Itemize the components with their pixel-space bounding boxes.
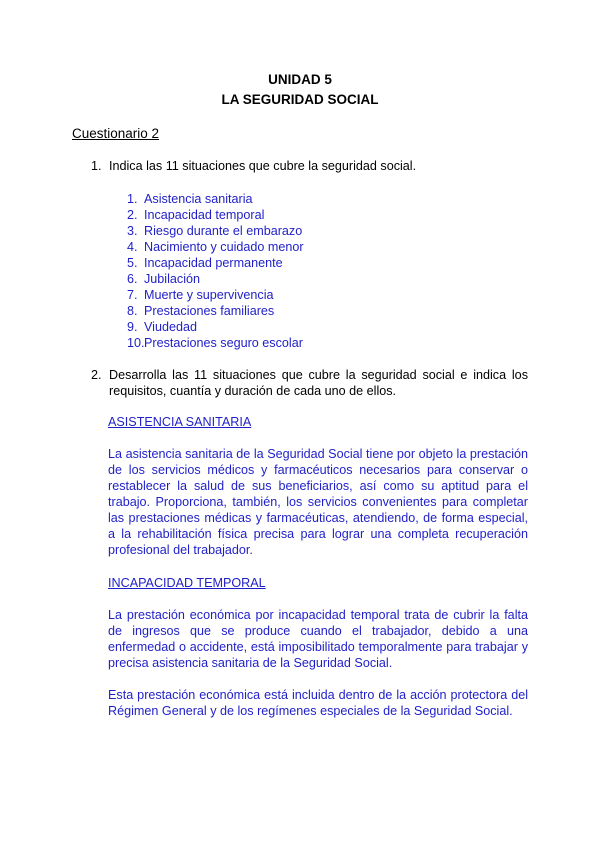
question-1-text: Indica las 11 situaciones que cubre la seguridad social. xyxy=(109,159,417,173)
list-item-label: Asistencia sanitaria xyxy=(144,192,253,206)
unit-subject: LA SEGURIDAD SOCIAL xyxy=(221,92,379,107)
question-1-number: 1. xyxy=(91,159,102,173)
list-item xyxy=(127,319,304,335)
section-heading-asistencia: ASISTENCIA SANITARIA xyxy=(108,415,252,429)
list-item-number: 3. xyxy=(127,224,138,238)
list-item-label: Jubilación xyxy=(144,272,201,286)
unit-title: UNIDAD 5 xyxy=(268,72,332,87)
list-item-label: Incapacidad temporal xyxy=(144,208,265,222)
question-2-text: Desarrolla las 11 situaciones que cubre la seguridad social e indica los requisitos, cuantía y duración de cada uno de ellos. xyxy=(109,368,528,398)
list-item-number: 1. xyxy=(127,192,138,206)
list-item-label: Muerte y supervivencia xyxy=(144,288,274,302)
list-item xyxy=(127,207,304,223)
list-item-label: Prestaciones familiares xyxy=(144,304,275,318)
list-item-label: Nacimiento y cuidado menor xyxy=(144,240,304,254)
list-item-label: Incapacidad permanente xyxy=(144,256,283,270)
list-item-number: 10. xyxy=(127,336,145,350)
list-item xyxy=(127,255,304,271)
list-item-label: Riesgo durante el embarazo xyxy=(144,224,303,238)
list-item-number: 5. xyxy=(127,256,138,270)
paragraph-asistencia: La asistencia sanitaria de la Seguridad Social tiene por objeto la prestación de los servicios médicos y farmacéuticos necesarios para conservar o restablecer la salud de sus beneficiarios, así como su aptitud para el trabajo. Proporciona, también, los servicios convenientes para completar las prestaciones médicas y farmacéuticas, atendiendo, de forma especial, a la rehabilitación física precisa para lograr una completa recuperación profesional del trabajador. xyxy=(108,447,528,557)
question-2 xyxy=(91,367,528,399)
list-item-number: 6. xyxy=(127,272,138,286)
list-item-number: 4. xyxy=(127,240,138,254)
list-item xyxy=(127,287,304,303)
list-item-label: Prestaciones seguro escolar xyxy=(144,336,303,350)
list-item-number: 2. xyxy=(127,208,138,222)
list-item xyxy=(127,223,304,239)
situations-list xyxy=(127,191,304,351)
list-item xyxy=(127,271,304,287)
paragraph-incapacidad-2: Esta prestación económica está incluida dentro de la acción protectora del Régimen General y de los regímenes especiales de la Seguridad Social. xyxy=(108,688,528,718)
questionnaire-heading: Cuestionario 2 xyxy=(72,126,160,141)
list-item xyxy=(127,191,304,207)
list-item-number: 9. xyxy=(127,320,138,334)
question-2-number: 2. xyxy=(91,368,102,382)
paragraph-incapacidad-1: La prestación económica por incapacidad temporal trata de cubrir la falta de ingresos que se produce cuando el trabajador, debido a una enfermedad o accidente, está imposibilitado temporalmente para trabajar y precisa asistencia sanitaria de la Seguridad Social. xyxy=(108,608,528,670)
list-item xyxy=(127,303,304,319)
section-heading-incapacidad: INCAPACIDAD TEMPORAL xyxy=(108,576,266,590)
list-item-label: Viudedad xyxy=(144,320,197,334)
list-item-number: 7. xyxy=(127,288,138,302)
list-item-number: 8. xyxy=(127,304,138,318)
list-item xyxy=(127,239,304,255)
question-1 xyxy=(91,158,528,174)
list-item xyxy=(127,335,304,351)
